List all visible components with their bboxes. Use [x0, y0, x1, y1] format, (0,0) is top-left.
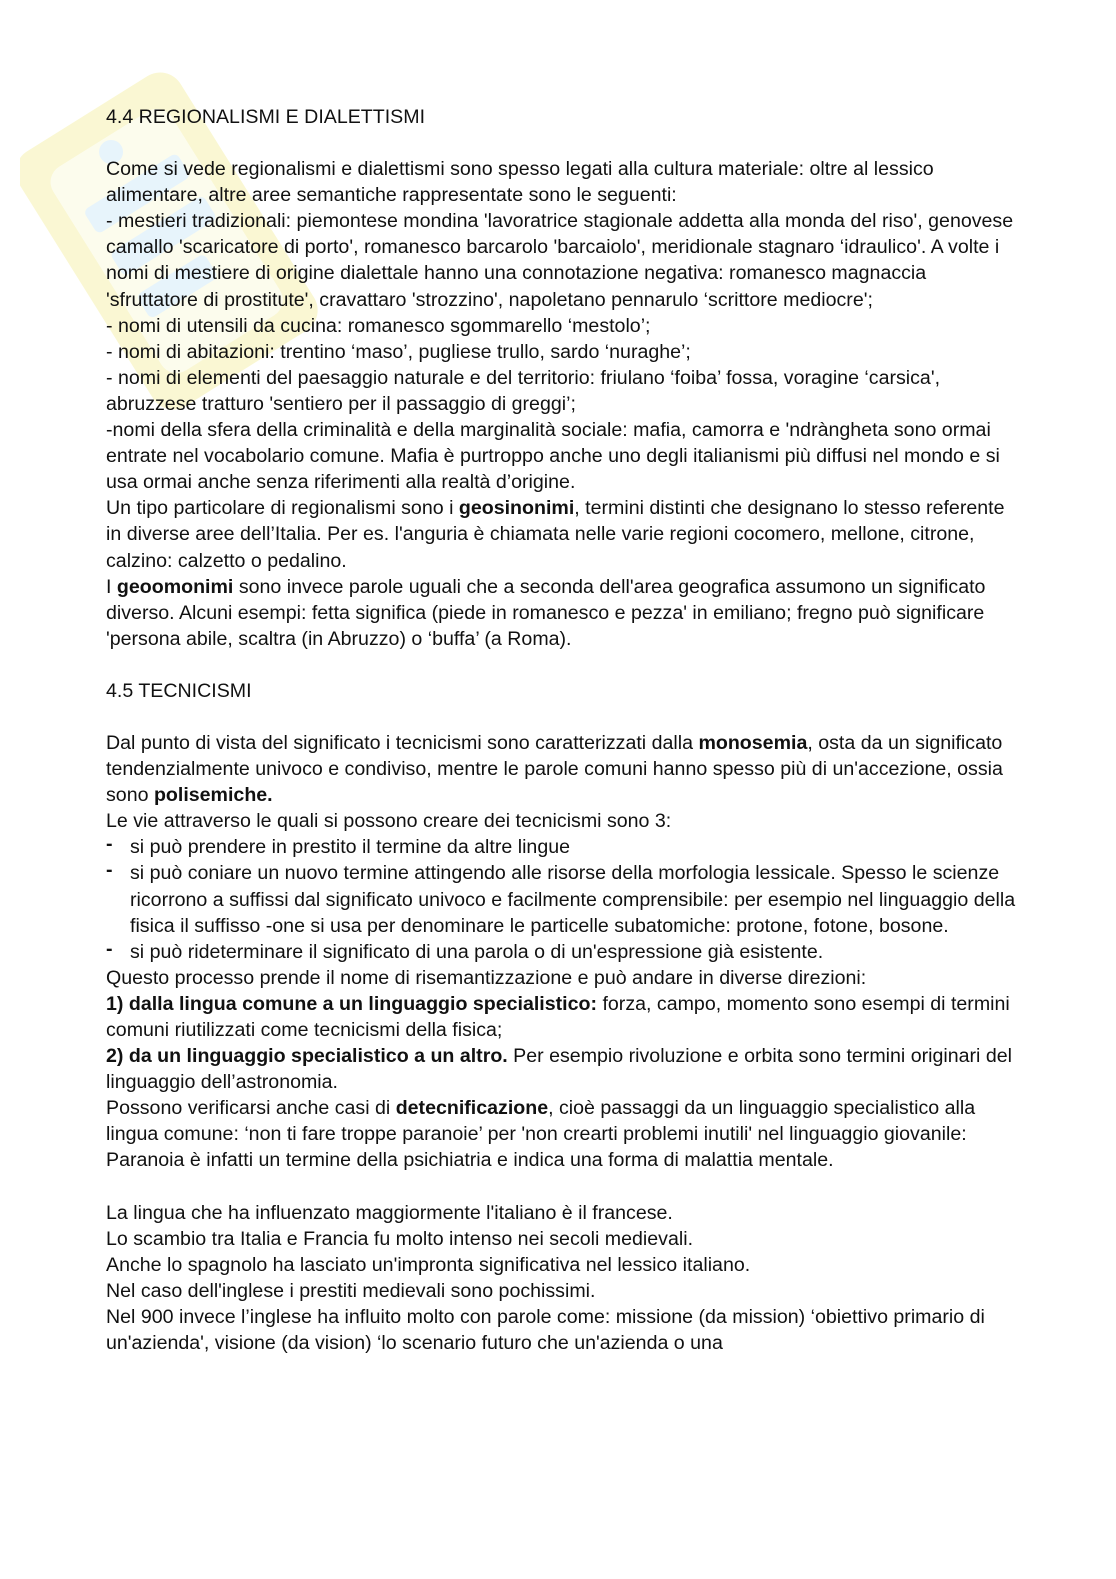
list-item: - si può prendere in prestito il termine da altre lingue	[106, 834, 1021, 860]
text-span: Dal punto di vista del significato i tecnicismi sono caratterizzati dalla	[106, 731, 699, 754]
text-span: I	[106, 575, 117, 598]
list-item: - si può coniare un nuovo termine attingendo alle risorse della morfologia lessicale. Spesso le scienze ricorrono a suffissi dal significato univoco e facilmente comprensibile: per esempio nel linguaggio della fisica il suffisso -one si usa per denominare le particelle subatomiche: protone, fotone, bosone.	[106, 860, 1021, 938]
closing-line: Anche lo spagnolo ha lasciato un'impronta significativa nel lessico italiano.	[106, 1253, 751, 1276]
term-geosinonimi: geosinonimi	[458, 497, 575, 520]
term-monosemia: monosemia	[698, 731, 808, 754]
section-45-title: 4.5 TECNICISMI	[106, 679, 252, 702]
list-item: - nomi di elementi del paesaggio naturale e del territorio: friulano ‘foiba’ fossa, voragine ‘carsica', abruzzese tratturo 'sentiero per il passaggio di greggi’;	[106, 366, 941, 415]
term-geoomonimi: geoomonimi	[116, 575, 234, 598]
list-item: - nomi di abitazioni: trentino ‘maso’, pugliese trullo, sardo ‘nuraghe’;	[106, 340, 691, 363]
ways-intro: Le vie attraverso le quali si possono creare dei tecnicismi sono 3:	[106, 810, 672, 833]
direction-2-label: 2) da un linguaggio specialistico a un altro.	[106, 1045, 508, 1068]
text-span: sono invece parole uguali che a seconda dell'area geografica assumono un significato diverso. Alcuni esempi: fetta significa (piede in romanesco e pezza' in emiliano; fregno può significare 'persona abile, scaltra (in Abruzzo) o ‘buffa’ (a Roma).	[106, 575, 986, 650]
list-item: - mestieri tradizionali: piemontese mondina 'lavoratrice stagionale addetta alla monda del riso', genovese camallo 'scaricatore di porto', romanesco barcarolo 'barcaiolo', meridionale stagnaro ‘idraulico'. A volte i nomi di mestiere di origine dialettale hanno una connotazione negativa: romanesco magnaccia 'sfruttatore di prostitute', cravattaro 'strozzino', napoletano pennarulo ‘scrittore mediocre';	[106, 210, 1014, 311]
list-item: - nomi di utensili da cucina: romanesco sgommarello ‘mestolo’;	[106, 314, 651, 337]
section-44-intro: Come si vede regionalismi e dialettismi sono spesso legati alla cultura materiale: oltre al lessico alimentare, altre aree semantiche rappresentate sono le seguenti:	[106, 158, 934, 207]
closing-line: Lo scambio tra Italia e Francia fu molto intenso nei secoli medievali.	[106, 1227, 694, 1250]
direction-1	[106, 991, 1021, 1043]
closing-line: La lingua che ha influenzato maggiormente l'italiano è il francese.	[106, 1201, 673, 1224]
text-span: forza, campo, momento sono esempi di termini comuni riutilizzati come tecnicismi della fisica;	[106, 992, 1010, 1041]
risemantizzazione-paragraph: Questo processo prende il nome di risemantizzazione e può andare in diverse direzioni:	[106, 966, 867, 989]
text-span: , termini distinti che designano lo stesso referente in diverse aree dell’Italia. Per es. l'anguria è chiamata nelle varie regioni cocomero, mellone, citrone, calzino: calzetto o pedalino.	[106, 497, 1005, 572]
text-span: , cioè passaggi da un linguaggio specialistico alla lingua comune: ‘non ti fare troppe paranoie’ per 'non crearti problemi inutili' nel linguaggio giovanile: Paranoia è infatti un termine della psichiatria e indica una forma di malattia mentale.	[106, 1097, 976, 1172]
text-span: , osta da un significato tendenzialmente univoco e condiviso, mentre le parole comuni hanno spesso più di un'accezione, ossia sono	[106, 731, 1003, 807]
text-span: Un tipo particolare di regionalismi sono i	[106, 497, 459, 520]
geosinonimi-paragraph	[106, 495, 1021, 573]
term-detecnificazione: detecnificazione	[395, 1097, 549, 1120]
detecnificazione-paragraph	[106, 1095, 1021, 1173]
document-page	[106, 104, 1021, 1356]
monosemia-paragraph	[106, 730, 1021, 808]
direction-1-label: 1) dalla lingua comune a un linguaggio specialistico:	[106, 992, 598, 1015]
closing-line: Nel 900 invece l’inglese ha influito molto con parole come: missione (da mission) ‘obiettivo primario di un'azienda', visione (da vision) ‘lo scenario futuro che un'azienda o una	[106, 1305, 985, 1355]
text-span: Per esempio rivoluzione e orbita sono termini originari del linguaggio dell’astronomia.	[106, 1045, 1012, 1094]
list-item: - si può rideterminare il significato di una parola o di un'espressione già esistente.	[106, 939, 1021, 965]
closing-line: Nel caso dell'inglese i prestiti medievali sono pochissimi.	[106, 1279, 596, 1302]
direction-2	[106, 1043, 1021, 1095]
section-44-title: 4.4 REGIONALISMI E DIALETTISMI	[106, 106, 426, 128]
ways-list	[106, 834, 1021, 964]
text-span: Possono verificarsi anche casi di	[106, 1097, 396, 1120]
term-polisemiche: polisemiche.	[153, 784, 273, 807]
geoomonimi-paragraph	[106, 574, 1021, 652]
list-item: -nomi della sfera della criminalità e della marginalità sociale: mafia, camorra e 'ndràngheta sono ormai entrate nel vocabolario comune. Mafia è purtroppo anche uno degli italianismi più diffusi nel mondo e si usa ormai anche senza riferimenti alla realtà d’origine.	[106, 419, 1000, 494]
